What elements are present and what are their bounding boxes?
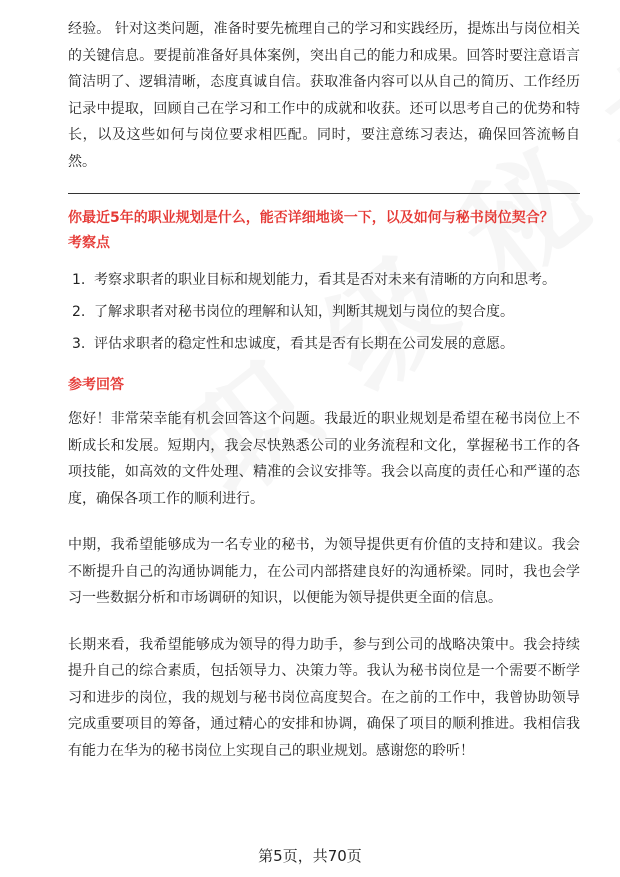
focus-section-title: 考察点 <box>68 235 110 251</box>
focus-list-item <box>68 296 580 328</box>
answer-section-title: 参考回答 <box>68 377 124 393</box>
focus-item-number: 2. <box>72 304 86 320</box>
section-divider <box>68 193 580 194</box>
answer-paragraph: 长期来看，我希望能够成为领导的得力助手，参与到公司的战略决策中。我会持续提升自己的综合素质，包括领导力、决策力等。我认为秘书岗位是一个需要不断学习和进步的岗位，我的规划与秘书岗位高度契合。在之前的工作中，我曾协助领导完成重要项目的筹备，通过精心的安排和协调，确保了项目的顺利推进。我相信我有能力在华为的秘书岗位上实现自己的职业规划。感谢您的聆听！ <box>68 636 580 759</box>
focus-list <box>68 264 580 360</box>
page-indicator: 第5页，共70页 <box>258 847 362 865</box>
document-content <box>68 16 580 784</box>
focus-list-item <box>68 264 580 296</box>
focus-item-text: 考察求职者的职业目标和规划能力，看其是否对未来有清晰的方向和思考。 <box>94 272 556 288</box>
focus-item-number: 1. <box>72 272 86 288</box>
focus-item-text: 了解求职者对秘书岗位的理解和认知，判断其规划与岗位的契合度。 <box>94 304 514 320</box>
answer-paragraph: 中期，我希望能够成为一名专业的秘书，为领导提供更有价值的支持和建议。我会不断提升自己的沟通协调能力，在公司内部搭建良好的沟通桥梁。同时，我也会学习一些数据分析和市场调研的知识，以便能为领导提供更全面的信息。 <box>68 537 580 606</box>
focus-item-text: 评估求职者的稳定性和忠诚度，看其是否有长期在公司发展的意愿。 <box>94 336 514 352</box>
answer-paragraph: 您好！非常荣幸能有机会回答这个问题。我最近的职业规划是希望在秘书岗位上不断成长和发展。短期内，我会尽快熟悉公司的业务流程和文化，掌握秘书工作的各项技能，如高效的文件处理、精准的会议安排等。我会以高度的责任心和严谨的态度，确保各项工作的顺利进行。 <box>68 411 580 507</box>
interview-question: 你最近5年的职业规划是什么，能否详细地谈一下，以及如何与秘书岗位契合？ <box>68 210 554 226</box>
intro-paragraph: 经验。 针对这类问题，准备时要先梳理自己的学习和实践经历，提炼出与岗位相关的关键信息。要提前准备好具体案例，突出自己的能力和成果。回答时要注意语言简洁明了、逻辑清晰，态度真诚自信。获取准备内容可以从自己的简历、工作经历记录中提取，回顾自己在学习和工作中的成就和收获。还可以思考自己的优势和特长，以及这些如何与岗位要求相匹配。同时，要注意练习表达，确保回答流畅自然。 <box>68 21 580 170</box>
focus-list-item <box>68 328 580 360</box>
focus-item-number: 3. <box>72 336 86 352</box>
